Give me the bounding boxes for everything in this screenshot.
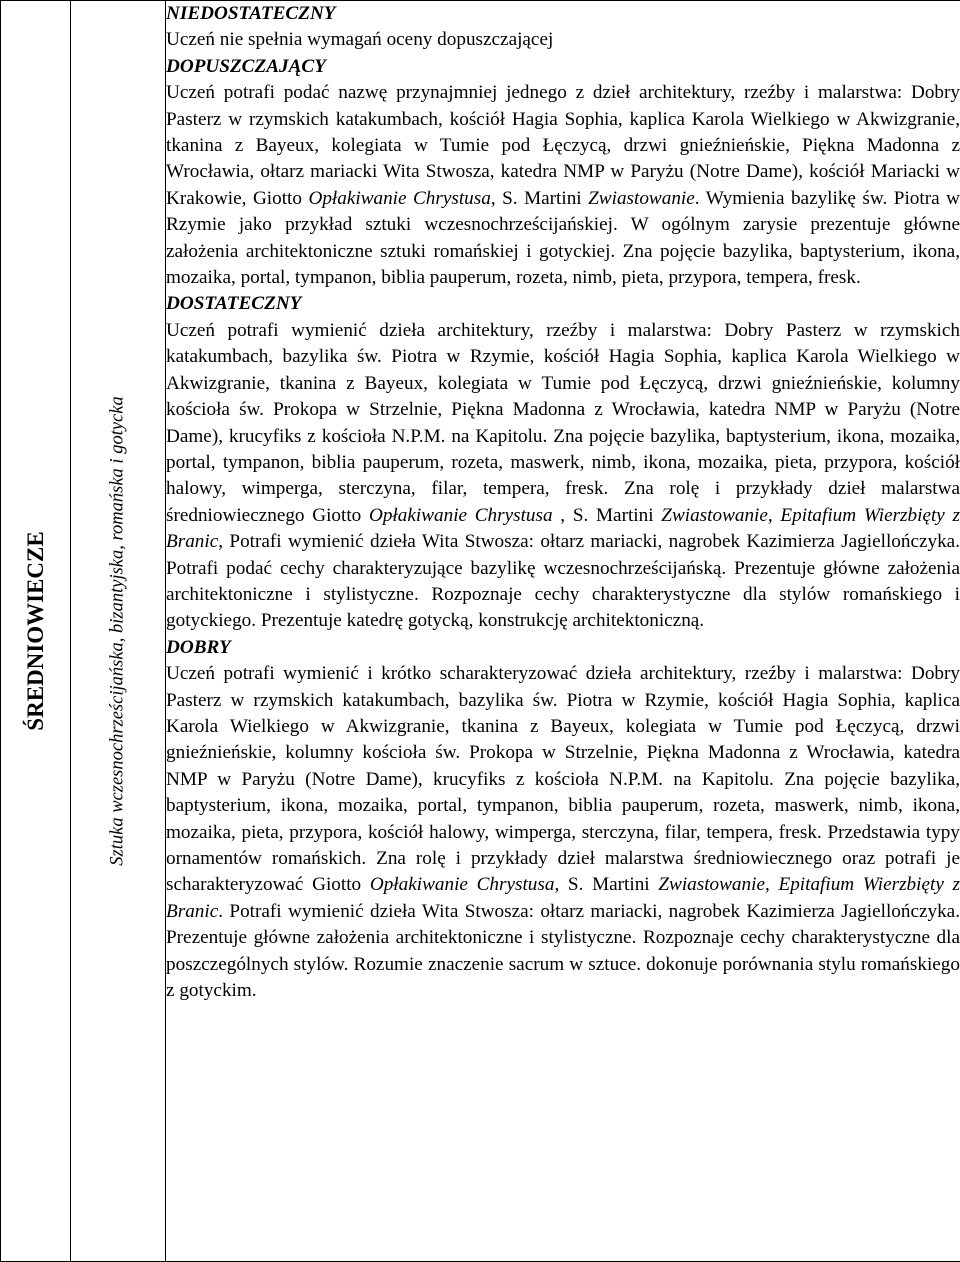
subtitle-cell <box>71 1 166 1262</box>
paragraph <box>166 291 960 317</box>
grade-heading: DOSTATECZNY <box>166 293 302 315</box>
paragraph <box>166 80 960 291</box>
artwork-title: Epitafium Wierzbięty z Branic <box>166 874 960 922</box>
artwork-title: Opłakiwanie Chrystusa <box>369 874 555 896</box>
artwork-title: Epitafium Wierzbięty z Branic <box>166 504 960 553</box>
text-run: . Wymienia bazylikę św. Piotra w Rzymie jako przykład sztuki wczesnochrześcijańskiej. W ogólnym zarysie prezentuje główne założenia architektoniczne sztuki romańskiej i gotyckiej. Zna pojęcie bazylika, baptysterium, ikona, mozaika, portal, tympanon, biblia pauperum, rozeta, nimb, pieta, przypora, tempera, fresk. <box>166 187 960 289</box>
paragraph <box>166 27 960 53</box>
artwork-title: Zwiastowanie <box>658 874 765 896</box>
artwork-title: Zwiastowanie <box>588 187 695 209</box>
text-run: , S. Martini <box>554 874 659 896</box>
section-title: ŚREDNIOWIECZE <box>22 531 48 731</box>
artwork-title: Opłakiwanie Chrystusa <box>308 187 491 209</box>
section-title-cell <box>1 1 71 1262</box>
paragraph <box>166 635 960 661</box>
text-run: , Potrafi wymienić dzieła Wita Stwosza: ołtarz mariacki, nagrobek Kazimierza Jagiellończyka. Potrafi podać cechy charakteryzujące bazylikę wczesnochrześcijańską. Prezentuje główne założenia architektoniczne i stylistyczne. Rozpoznaje cechy charakterystyczne dla stylów romańskiego i gotyckiego. Prezentuje katedrę gotycką, konstrukcję architektoniczną. <box>166 531 960 632</box>
grade-heading: DOPUSZCZAJĄCY <box>166 55 326 77</box>
paragraph <box>166 661 960 1004</box>
table-row <box>1 1 960 1262</box>
grade-heading: DOBRY <box>166 636 231 658</box>
artwork-title: Zwiastowanie <box>661 504 768 526</box>
requirements-text <box>166 1 960 1004</box>
section-subtitle: Sztuka wczesnochrześcijańska, bizantyjska, romańska i gotycka <box>107 396 128 866</box>
text-run: , S. Martini <box>490 187 589 209</box>
text-run: . Potrafi wymienić dzieła Wita Stwosza: ołtarz mariacki, nagrobek Kazimierza Jagiellończyka. Prezentuje główne założenia architektoniczne i stylistyczne. Rozpoznaje cechy charakterystyczne dla poszczególnych stylów. Rozumie znaczenie sacrum w sztuce. dokonuje porównania stylu romańskiego z gotyckim. <box>166 900 960 1002</box>
artwork-title: Opłakiwanie Chrystusa <box>368 504 553 526</box>
paragraph <box>166 1 960 27</box>
text-run: Uczeń potrafi wymienić i krótko scharakteryzować dzieła architektury, rzeźby i malarstwa: Dobry Pasterz w rzymskich katakumbach, bazylika św. Piotra w Rzymie, kościół Hagia Sophia, kaplica Karola Wielkiego w Akwizgranie, tkanina z Bayeux, kolegiata w Tumie pod Łęczycą, drzwi gnieźnieńskie, kolumny kościoła św. Prokopa w Strzelnie, Piękna Madonna z Wrocławia, katedra NMP w Paryżu (Notre Dame), krucyfiks z kościoła N.P.M. na Kapitolu. Zna pojęcie bazylika, baptysterium, ikona, mozaika, portal, tympanon, biblia pauperum, rozeta, maswerk, nimb, ikona, mozaika, pieta, przypora, kościół halowy, wimperga, sterczyna, filar, tempera, fresk. Przedstawia typy ornamentów romańskich. Zna rolę i przykłady dzieł malarstwa średniowiecznego oraz potrafi je scharakteryzować Giotto <box>166 663 960 896</box>
text-run: , <box>764 874 779 896</box>
text-run: , <box>767 504 781 526</box>
grade-heading: NIEDOSTATECZNY <box>166 3 336 24</box>
text-run: , S. Martini <box>552 504 662 526</box>
text-run: Uczeń potrafi wymienić dzieła architektury, rzeźby i malarstwa: Dobry Pasterz w rzymskich katakumbach, bazylika św. Piotra w Rzymie, kościół Hagia Sophia, kaplica Karola Wielkiego w Akwizgranie, tkanina z Bayeux, kolegiata w Tumie pod Łęczycą, drzwi gnieźnieńskie, kolumny kościoła św. Prokopa w Strzelnie, Piękna Madonna z Wrocławia, katedra NMP w Paryżu (Notre Dame), krucyfiks z kościoła N.P.M. na Kapitolu. Zna pojęcie bazylika, baptysterium, ikona, mozaika, portal, tympanon, biblia pauperum, rozeta, maswerk, nimb, ikona, mozaika, pieta, przypora, kościół halowy, wimperga, sterczyna, filar, tempera, fresk. Zna rolę i przykłady dzieł malarstwa średniowiecznego Giotto <box>166 319 960 526</box>
text-run: Uczeń potrafi podać nazwę przynajmniej jednego z dzieł architektury, rzeźby i malarstwa: Dobry Pasterz w rzymskich katakumbach, kościół Hagia Sophia, kaplica Karola Wielkiego w Akwizgranie, tkanina z Bayeux, kolegiata w Tumie pod Łęczycą, drzwi gnieźnieńskie, Piękna Madonna z Wrocławia, ołtarz mariacki Wita Stwosza, katedra NMP w Paryżu (Notre Dame), kościół Mariacki w Krakowie, Giotto <box>166 82 960 209</box>
paragraph <box>166 318 960 635</box>
requirements-cell <box>166 1 960 1262</box>
text-run: Uczeń nie spełnia wymagań oceny dopuszczającej <box>166 29 554 51</box>
paragraph <box>166 54 960 80</box>
